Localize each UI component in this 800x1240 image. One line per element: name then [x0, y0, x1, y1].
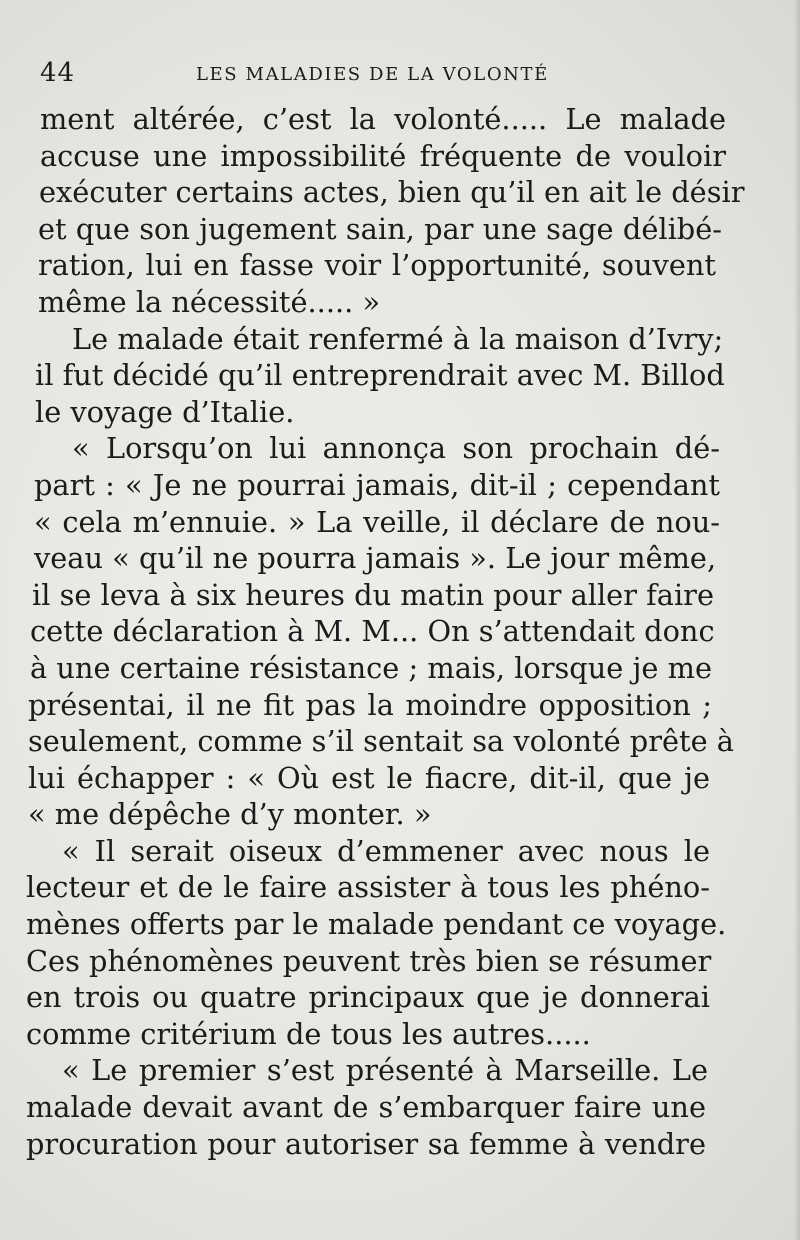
text-line: Ces phénomènes peuvent très bien se résumer: [26, 943, 712, 978]
text-line: malade devait avant de s’embarquer faire une: [26, 1090, 706, 1125]
text-line: à une certaine résistance ; mais, lorsque je me: [30, 650, 712, 685]
text-line: comme critérium de tous les autres.....: [26, 1016, 591, 1051]
text-line: et que son jugement sain, par une sage délibé-: [38, 211, 722, 246]
text-line: accuse une impossibilité fréquente de vouloir: [40, 138, 726, 173]
text-line: présentai, il ne fit pas la moindre opposition ;: [28, 687, 712, 722]
text-line: exécuter certains actes, bien qu’il en ait le désir: [39, 175, 745, 210]
text-line: il se leva à six heures du matin pour aller faire: [32, 577, 714, 612]
text-line: le voyage d’Italie.: [35, 394, 295, 429]
text-line: « Il serait oiseux d’emmener avec nous le: [62, 833, 710, 868]
text-line: « me dépêche d’y monter. »: [28, 797, 432, 832]
text-line: ration, lui en fasse voir l’opportunité, souvent: [38, 248, 716, 283]
text-line: il fut décidé qu’il entreprendrait avec M. Billod: [35, 358, 725, 393]
text-line: lui échapper : « Où est le fiacre, dit-il, que je: [28, 760, 710, 795]
text-line: « Lorsqu’on lui annonça son prochain dé-: [72, 431, 720, 466]
text-line: ment altérée, c’est la volonté..... Le malade: [40, 102, 726, 136]
text-line: part : « Je ne pourrai jamais, dit-il ; cependant: [34, 467, 720, 502]
text-line: « Le premier s’est présenté à Marseille. Le: [62, 1053, 708, 1088]
text-line: en trois ou quatre principaux que je donnerai: [26, 980, 710, 1015]
running-title: LES MALADIES DE LA VOLONTÉ: [196, 64, 549, 85]
text-line: « cela m’ennuie. » La veille, il déclare de nou-: [34, 504, 720, 539]
page-number: 44: [40, 58, 76, 88]
text-line: même la nécessité..... »: [38, 284, 381, 319]
text-line: mènes offerts par le malade pendant ce voyage.: [26, 907, 727, 942]
text-line: procuration pour autoriser sa femme à vendre: [26, 1126, 706, 1161]
text-line: Le malade était renfermé à la maison d’Ivry;: [72, 321, 724, 356]
text-line: seulement, comme s’il sentait sa volonté prête à: [28, 724, 734, 759]
text-line: lecteur et de le faire assister à tous les phéno-: [26, 870, 710, 905]
text-line: veau « qu’il ne pourra jamais ». Le jour même,: [34, 541, 717, 576]
text-line: cette déclaration à M. M... On s’attendait donc: [30, 614, 715, 649]
body-text: [26, 101, 745, 1162]
page-edge-shadow: [794, 0, 800, 1240]
page-header: [40, 58, 600, 92]
